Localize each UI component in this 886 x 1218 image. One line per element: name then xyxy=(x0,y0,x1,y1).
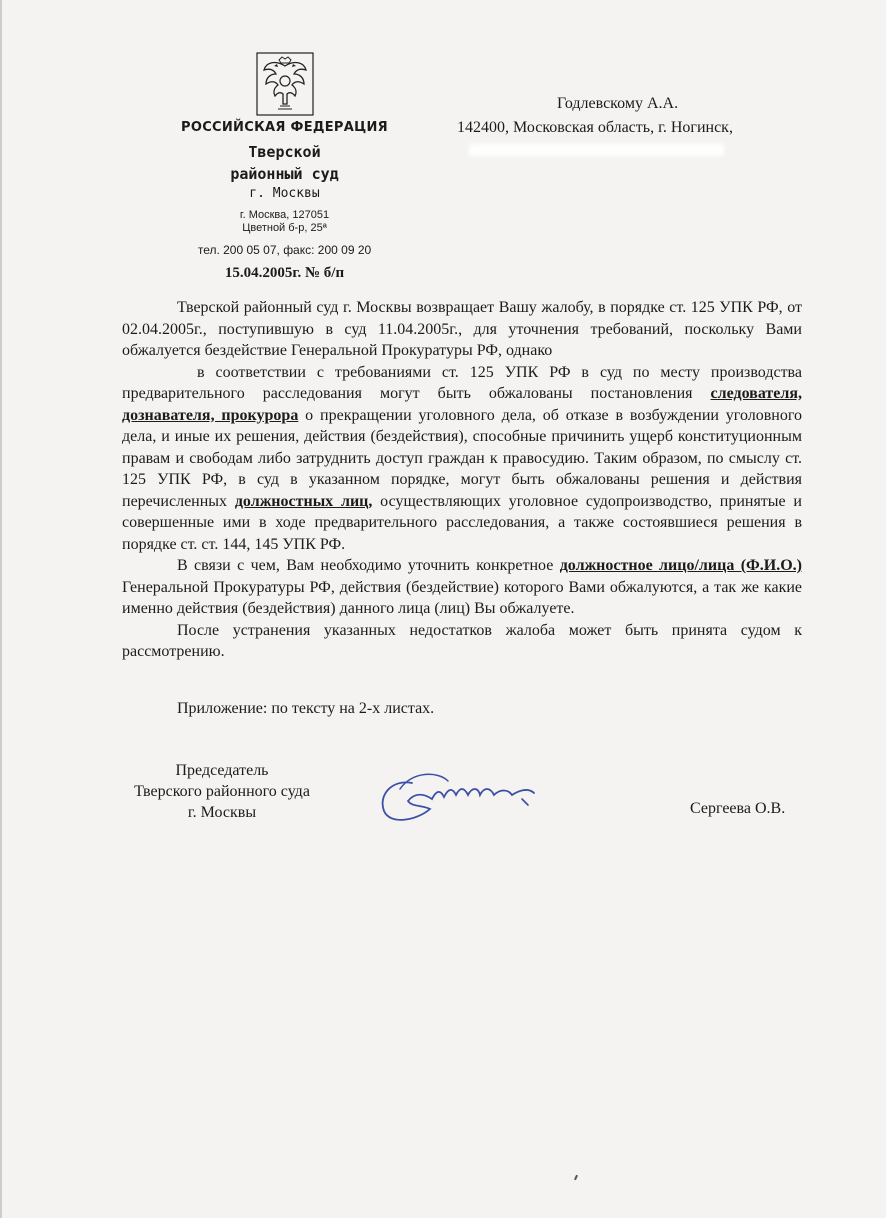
letterhead-city: г. Москвы xyxy=(249,186,320,201)
underlined-officials: следователя, дознавателя, прокурора xyxy=(122,385,802,424)
signatory-title-line2: Тверского районного суда xyxy=(134,783,310,800)
letterhead-phone: тел. 200 05 07, факс: 200 09 20 xyxy=(197,243,372,257)
paragraph-3-text-a: В связи с чем, Вам необходимо уточнить конкретное xyxy=(177,557,560,574)
recipient-name: Годлевскому А.А. xyxy=(557,95,679,112)
paragraph-1: Тверской районный суд г. Москвы возвращает Вашу жалобу, в порядке ст. 125 УПК РФ, от 02.04.2005г., поступившую в суд 11.04.2005г., для уточнения требований, поскольку Вами обжалуется бездействие Генеральной Прокуратуры РФ, однако xyxy=(122,299,802,359)
court-letterhead xyxy=(177,52,392,282)
paragraph-4: После устранения указанных недостатков жалоба может быть принята судом к рассмотрению. xyxy=(122,621,802,660)
underlined-officials-2: должностных лиц, xyxy=(234,492,373,510)
paragraph-3-text-c: Генеральной Прокуратуры РФ, действия (бездействие) которого Вами обжалуются, а так же какие именно действия (бездействия) данного лица (лиц) Вы обжалуете. xyxy=(122,578,802,617)
attachment-note: Приложение: по тексту на 2-х листах. xyxy=(177,700,435,717)
paragraph-2-text-c: о прекращении уголовного дела, об отказе в возбуждении уголовного дела, и иные их решения, действия (бездействия), способные причинить ущерб конституционным правам и свободам либо затруднить доступ граждан к правосудию. Таким образом, по смыслу ст. 125 УПК РФ, в суд в указанном порядке, могут быть обжалованы решения и действия перечисленных xyxy=(122,406,803,510)
letter-body xyxy=(122,297,802,663)
letterhead-address-line1: г. Москва, 127051 xyxy=(239,209,330,221)
signatory-name: Сергеева О.В. xyxy=(690,800,786,817)
paper-speck xyxy=(574,1175,578,1180)
recipient-block xyxy=(457,92,787,164)
signatory-title xyxy=(122,760,322,823)
signatory-title-line1: Председатель xyxy=(175,762,269,779)
letterhead-date-ref: 15.04.2005г. № б/п xyxy=(224,265,345,281)
letterhead-address-line2: Цветной б-р, 25ª xyxy=(242,222,327,234)
signatory-title-line3: г. Москвы xyxy=(187,804,257,821)
paragraph-2 xyxy=(122,362,802,556)
letterhead-court-line1: Тверской xyxy=(248,143,321,161)
letterhead-court-line2: районный суд xyxy=(230,165,339,183)
recipient-address-line1: 142400, Московская область, г. Ногинск, xyxy=(457,119,733,136)
letterhead-country: РОССИЙСКАЯ ФЕДЕРАЦИЯ xyxy=(181,120,388,135)
russian-coat-of-arms-icon xyxy=(256,52,314,116)
paragraph-2-text-a: в соответствии с требованиями ст. 125 УПК РФ в суд по месту производства предварительного расследования могут быть обжалованы постановления xyxy=(122,363,802,402)
redacted-address-line xyxy=(469,144,724,156)
paragraph-3 xyxy=(122,555,802,620)
paragraph-2-text-e: осуществляющих уголовное судопроизводство, принятые и совершенные ими в ходе предварительного расследования, а также состоявшиеся решения в порядке ст. ст. 144, 145 УПК РФ. xyxy=(122,492,802,553)
underlined-official-name: должностное лицо/лица (Ф.И.О.) xyxy=(559,557,802,574)
handwritten-signature xyxy=(372,765,552,835)
